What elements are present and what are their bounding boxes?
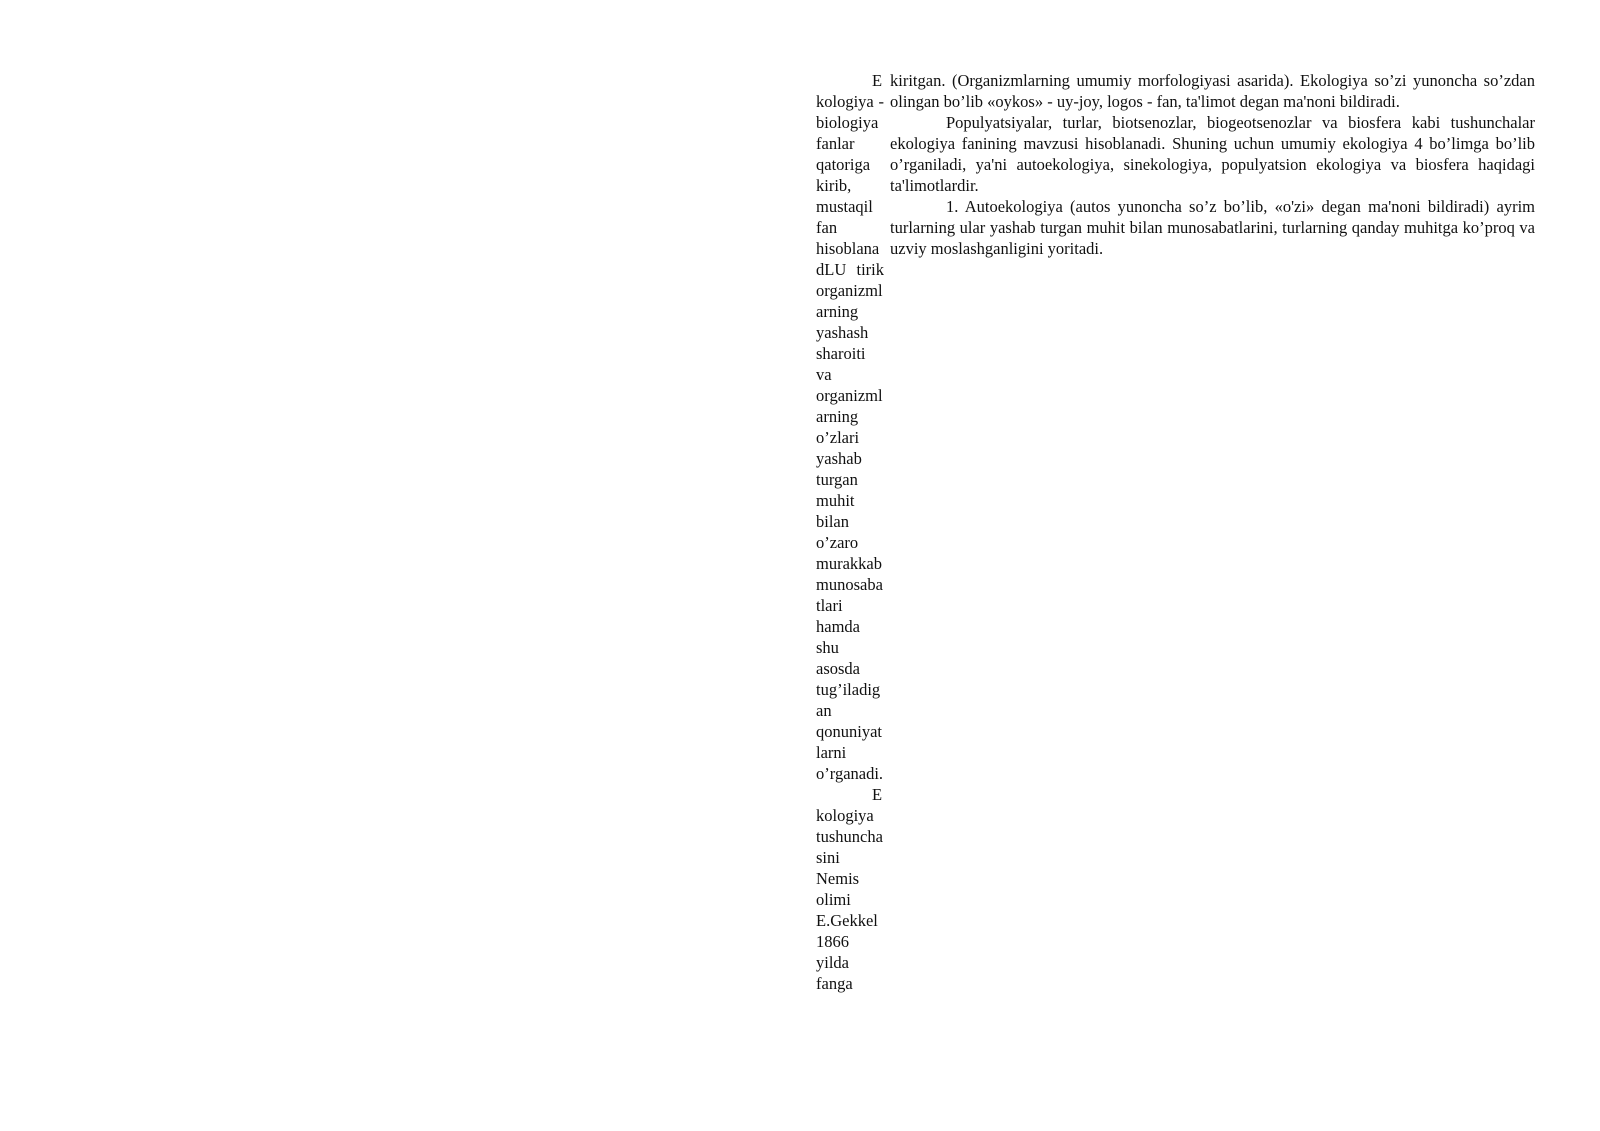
wide-paragraph-1: kiritgan. (Organizmlarning umumiy morfologiyasi asarida). Ekologiya so’zi yunoncha so’zdan olingan bo’lib «oykos» - uy-joy, logos - fan, ta'limot degan ma'noni bildiradi. [890, 71, 1535, 111]
narrow-text-column [816, 70, 884, 994]
narrow-paragraph-2: Ekologiya tushunchasini Nemis olimi E.Gekkel 1866 yilda fanga [816, 785, 883, 993]
wide-text-column [890, 70, 1535, 259]
wide-paragraph-2: Populyatsiyalar, turlar, biotsenozlar, biogeotsenozlar va biosfera kabi tushunchalar ekologiya fanining mavzusi hisoblanadi. Shuning uchun umumiy ekologiya 4 bo’limga bo’lib o’rganiladi, ya'ni autoekologiya, sinekologiya, populyatsion ekologiya va biosfera haqidagi ta'limotlardir. [890, 113, 1535, 195]
narrow-paragraph-1: Ekologiya - biologiya fanlar qatoriga kirib, mustaqil fan hisoblanadLU tirik organizmlarning yashash sharoiti va organizmlarning o’zlari yashab turgan muhit bilan o’zaro murakkab munosabatlari hamda shu asosda tug’iladigan qonuniyatlarni o’rganadi. [816, 71, 884, 783]
wide-paragraph-3: 1. Autoekologiya (autos yunoncha so’z bo’lib, «o'zi» degan ma'noni bildiradi) ayrim turlarning ular yashab turgan muhit bilan munosabatlarini, turlarning qanday muhitga ko’proq va uzviy moslashganligini yoritadi. [890, 197, 1535, 258]
